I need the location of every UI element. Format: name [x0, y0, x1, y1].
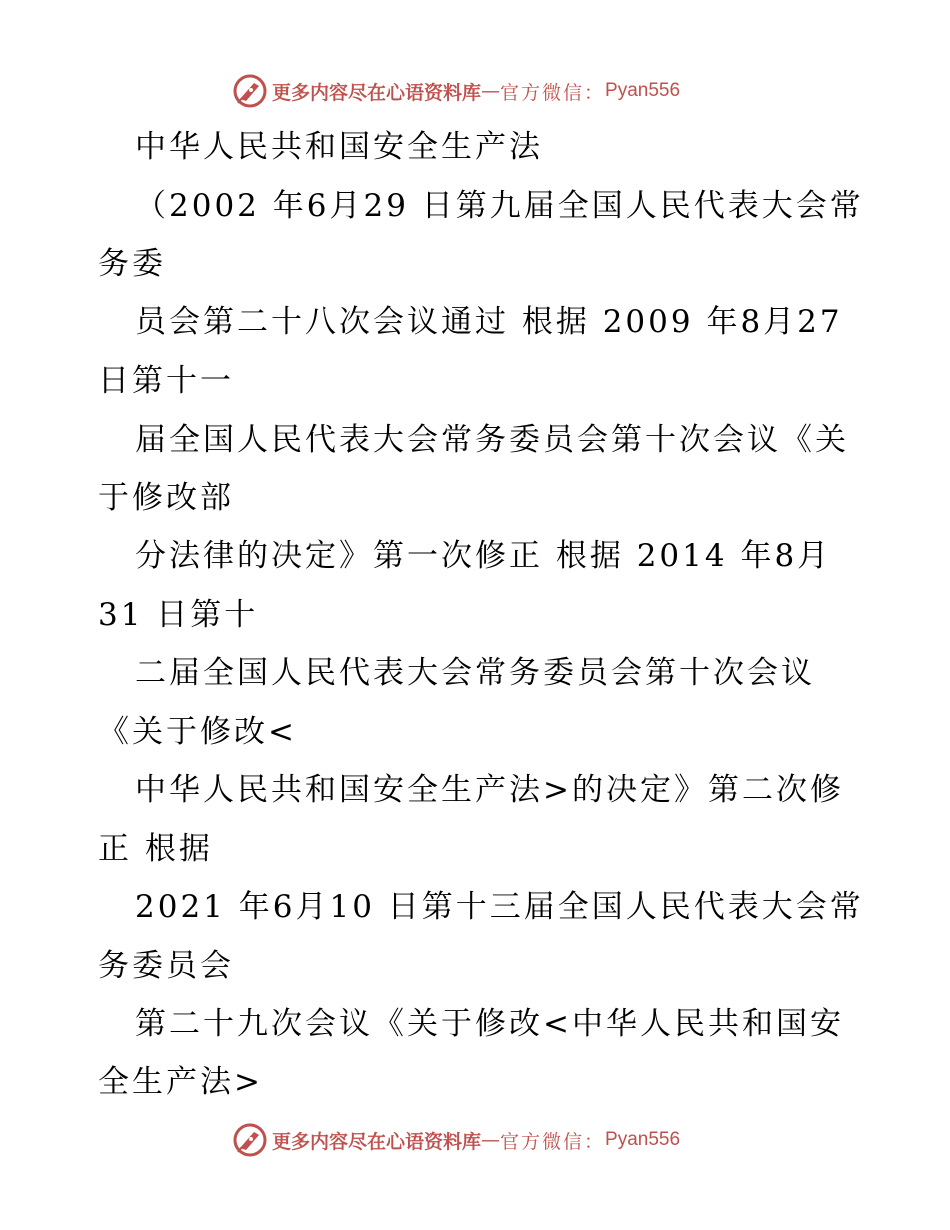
doc-line: 中华人民共和国安全生产法>的决定》第二次修 [135, 772, 844, 808]
watermark-sub-text: 官方微信： [500, 81, 606, 104]
watermark-separator: — [481, 1129, 501, 1151]
doc-line: （2002 年6月29 日第九届全国人民代表大会常 [135, 188, 864, 224]
doc-line: 分法律的决定》第一次修正 根据 2014 年8月 [135, 538, 832, 574]
footer-watermark [232, 1120, 680, 1160]
pen-nib-logo-icon [232, 73, 268, 109]
watermark-wechat-id: Pyan556 [605, 1129, 681, 1150]
doc-line: 于修改部 [98, 480, 234, 516]
doc-line: 《关于修改< [98, 714, 297, 750]
doc-line: 正 根据 [98, 831, 213, 867]
watermark-main-text: 更多内容尽在心语资料库 [272, 81, 482, 104]
doc-line: 届全国人民代表大会常务委员会第十次会议《关 [135, 422, 849, 458]
watermark-wechat-id: Pyan556 [605, 80, 681, 101]
watermark-sub-text: 官方微信： [500, 1130, 606, 1153]
doc-line: 二届全国人民代表大会常务委员会第十次会议 [135, 655, 815, 691]
doc-line: 31 日第十 [98, 597, 259, 633]
doc-line: 员会第二十八次会议通过 根据 2009 年8月27 [135, 304, 843, 340]
watermark-main-text: 更多内容尽在心语资料库 [272, 1130, 482, 1153]
doc-line: 全生产法> [98, 1064, 263, 1100]
doc-line: 日第十一 [98, 363, 234, 399]
header-watermark [232, 71, 680, 111]
doc-line: 第二十九次会议《关于修改<中华人民共和国安 [135, 1006, 844, 1042]
doc-line: 务委 [98, 246, 166, 282]
doc-title-line: 中华人民共和国安全生产法 [135, 129, 543, 165]
doc-line: 2021 年6月10 日第十三届全国人民代表大会常 [135, 889, 864, 925]
watermark-separator: — [481, 80, 501, 102]
pen-nib-logo-icon [232, 1122, 268, 1158]
doc-line: 务委员会 [98, 948, 234, 984]
